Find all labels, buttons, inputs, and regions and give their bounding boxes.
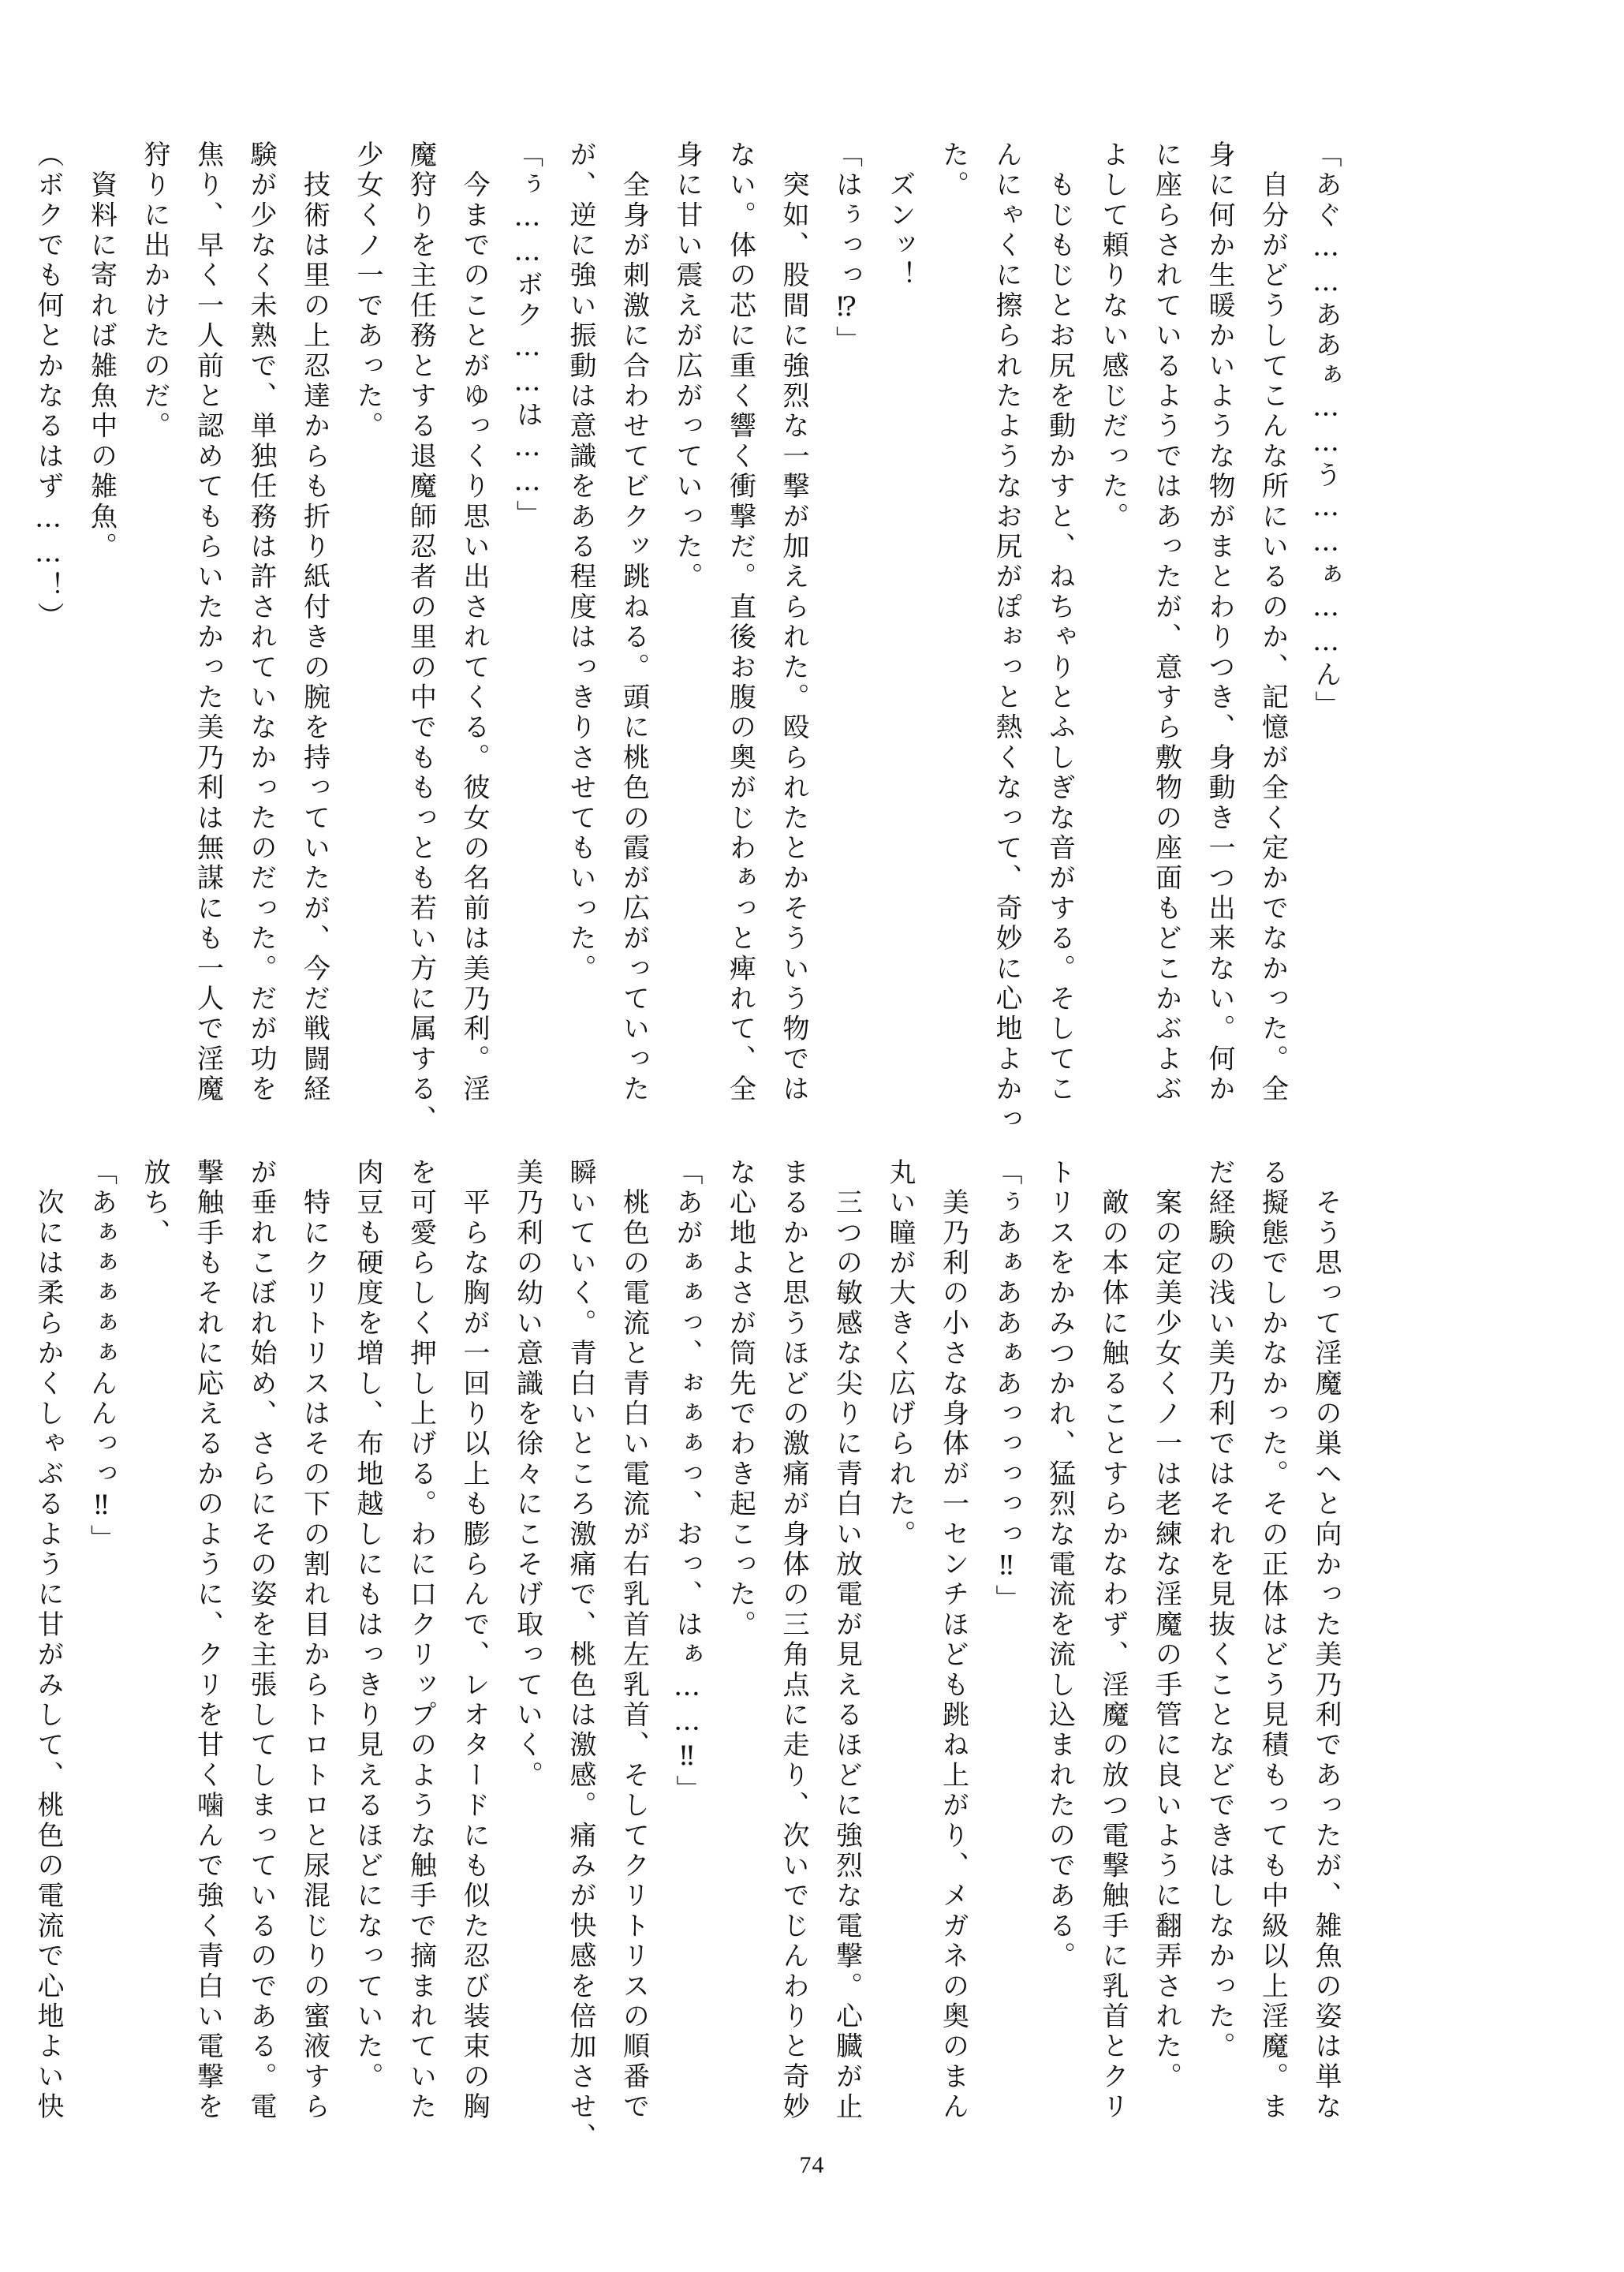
text-line: 験が少なく未熟で、単独任務は許されていなかったのだった。だが功を	[245, 140, 277, 1105]
text-line: 敵の本体に触ることすらかなわず、淫魔の放つ電撃触手に乳首とクリ	[1097, 1158, 1129, 2123]
text-line: まるかと思うほどの激痛が身体の三角点に走り、次いでじんわりと奇妙	[778, 1158, 809, 2123]
text-line: 全身が刺激に合わせてビクッ跳ねる。頭に桃色の霞が広がっていった	[618, 140, 650, 1105]
text-line: ない。体の芯に重く響く衝撃だ。直後お腹の奥がじわぁっと痺れて、全	[724, 140, 756, 1105]
text-line: 美乃利の幼い意識を徐々にこそげ取っていく。	[511, 1158, 543, 1792]
text-line: 撃触手もそれに応えるかのように、クリを甘く噛んで強く青白い電撃を	[192, 1158, 224, 2123]
text-line: 「あがぁぁっ、ぉぁぁっ、おっ、はぁ……‼」	[671, 1158, 703, 1806]
text-line: を可愛らしく押し上げる。わに口クリップのような触手で摘まれていた	[405, 1158, 437, 2123]
text-line: 丸い瞳が大きく広げられた。	[884, 1158, 916, 1550]
text-line: 美乃利の小さな身体が一センチほども跳ね上がり、メガネの奥のまん	[937, 1158, 969, 2123]
text-line: 突如、股間に強烈な一撃が加えられた。殴られたとかそういう物では	[778, 140, 809, 1105]
text-line: トリスをかみつかれ、猛烈な電流を流し込まれたのである。	[1043, 1158, 1076, 1972]
text-line: 「はぅっっ⁉」	[831, 140, 863, 357]
text-line: 自分がどうしてこんな所にいるのか、記憶が全く定かでなかった。全	[1256, 140, 1289, 1105]
text-line: 放ち、	[139, 1158, 170, 1249]
text-line: 特にクリトリスはその下の割れ目からトロトロと尿混じりの蜜液すら	[298, 1158, 330, 2123]
text-line: 身に甘い震えが広がっていった。	[671, 140, 703, 592]
text-line: 平らな胸が一回り以上も膨らんで、レオタードにも似た忍び装束の胸	[458, 1158, 490, 2123]
lower-text-block	[32, 1158, 1352, 2153]
text-line: が、逆に強い振動は意識をある程度はっきりさせてもいった。	[565, 140, 596, 985]
upper-text-block	[32, 140, 1352, 1135]
text-line: 肉豆も硬度を増し、布地越しにもはっきり見えるほどになっていた。	[352, 1158, 383, 2093]
text-line: 次には柔らかくしゃぶるように甘がみして、桃色の電流で心地よい快	[32, 1158, 64, 2123]
text-line: だ経験の浅い美乃利ではそれを見抜くことなどできはしなかった。	[1204, 1158, 1235, 2062]
text-line: 魔狩りを主任務とする退魔師忍者の里の中でももっとも若い方に属する、	[405, 140, 437, 1135]
text-line: が垂れこぼれ始め、さらにその姿を主張してしまっているのである。電	[245, 1158, 277, 2123]
text-line: （ボクでも何とかなるはず……！）	[32, 140, 64, 633]
page-number: 74	[799, 2152, 825, 2178]
text-line: 案の定美少女くノ一は老練な淫魔の手管に良いように翻弄された。	[1150, 1158, 1182, 2093]
text-line: んにゃくに擦られたようなお尻がぽぉっと熱くなって、奇妙に心地よかっ	[991, 140, 1022, 1135]
text-line: 桃色の電流と青白い電流が右乳首左乳首、そしてクリトリスの順番で	[618, 1158, 650, 2123]
text-line: ズンッ！	[884, 140, 916, 291]
text-line: 三つの敏感な尖りに青白い放電が見えるほどに強烈な電撃。心臓が止	[831, 1158, 863, 2123]
text-line: た。	[937, 140, 969, 201]
text-line: よして頼りない感じだった。	[1097, 140, 1129, 532]
text-line: 資料に寄れば雑魚中の雑魚。	[85, 140, 118, 562]
text-line: に座らされているようではあったが、意すら敷物の座面もどこかぶよぶ	[1150, 140, 1182, 1105]
text-line: 少女くノ一であった。	[352, 140, 383, 442]
text-line: そう思って淫魔の巣へと向かった美乃利であったが、雑魚の姿は単な	[1310, 1158, 1342, 2123]
text-line: 身に何か生暖かいような物がまとわりつき、身動き一つ出来ない。何か	[1204, 140, 1235, 1105]
text-line: 狩りに出かけたのだ。	[139, 140, 170, 442]
text-line: 「あぁぁぁぁぁんんっっ‼」	[85, 1158, 118, 1555]
text-line: 今までのことがゆっくり思い出されてくる。彼女の名前は美乃利。淫	[458, 140, 490, 1105]
text-line: 「あぐ……ああぁ……う……ぁ……ん」	[1310, 140, 1342, 721]
text-line: 「ぅあぁああぁあっっっっっ‼」	[991, 1158, 1022, 1615]
text-line: 瞬いていく。青白いところ激痛で、桃色は激感。痛みが快感を倍加させ、	[565, 1158, 596, 2153]
text-line: な心地よさが筒先でわき起こった。	[724, 1158, 756, 1641]
text-line: 「ぅ……ボク……は……」	[511, 140, 543, 531]
text-line: もじもじとお尻を動かすと、ねちゃりとふしぎな音がする。そしてこ	[1043, 140, 1076, 1105]
text-line: 焦り、早く一人前と認めてもらいたかった美乃利は無謀にも一人で淫魔	[192, 140, 224, 1105]
text-line: 技術は里の上忍達からも折り紙付きの腕を持っていたが、今だ戦闘経	[298, 140, 330, 1105]
text-line: る擬態でしかなかった。その正体はどう見積もっても中級以上淫魔。ま	[1256, 1158, 1289, 2123]
